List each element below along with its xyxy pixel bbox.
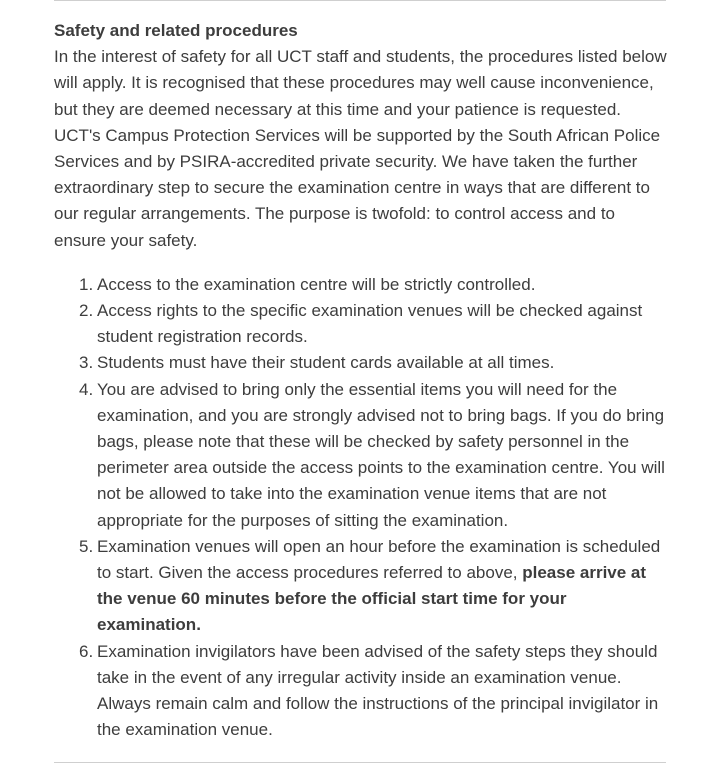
item-number: 1. (79, 274, 94, 294)
list-item (79, 272, 668, 298)
item-number: 3. (79, 353, 94, 373)
section-heading: Safety and related procedures (54, 21, 298, 40)
top-divider (54, 0, 666, 1)
item-text: Access to the examination centre will be strictly controlled. (97, 274, 536, 294)
list-item (79, 377, 668, 534)
item-text: Access rights to the specific examination venues will be checked against student registration records. (97, 301, 643, 347)
intro-paragraph: In the interest of safety for all UCT staff and students, the procedures listed below will apply. It is recognised that these procedures may well cause inconvenience, but they are deemed necessary at this time and your patience is requested. UCT's Campus Protection Services will be supported by the South African Police Services and by PSIRA-accredited private security. We have taken the further extraordinary step to secure the examination centre in ways that are different to our regular arrangements. The purpose is twofold: to control access and to ensure your safety. (54, 47, 667, 250)
list-item (79, 298, 668, 350)
bottom-divider (54, 762, 666, 763)
item-text: Examination invigilators have been advised of the safety steps they should take in the event of any irregular activity inside an examination venue. Always remain calm and follow the instructions of the principal invigilator in the examination venue. (97, 641, 659, 740)
item-number: 5. (79, 536, 94, 556)
item-text: You are advised to bring only the essential items you will need for the examination, and you are strongly advised not to bring bags. If you do bring bags, please note that these will be checked by safety personnel in the perimeter area outside the access points to the examination centre. You will not be allowed to take into the examination venue items that are not appropriate for the purposes of sitting the examination. (97, 379, 665, 530)
arrival-emphasis: please arrive at the venue 60 minutes before the official start time for your examination. (97, 563, 647, 635)
item-number: 4. (79, 379, 94, 399)
list-item (79, 639, 668, 744)
procedures-list (54, 272, 668, 744)
item-number: 6. (79, 641, 94, 661)
item-number: 2. (79, 301, 94, 321)
list-item (79, 350, 668, 376)
item-text: Students must have their student cards available at all times. (97, 353, 555, 373)
list-item (79, 534, 668, 639)
safety-procedures-section (54, 18, 668, 743)
item-text: Examination venues will open an hour before the examination is scheduled to start. Given the access procedures referred to above, (97, 536, 661, 583)
